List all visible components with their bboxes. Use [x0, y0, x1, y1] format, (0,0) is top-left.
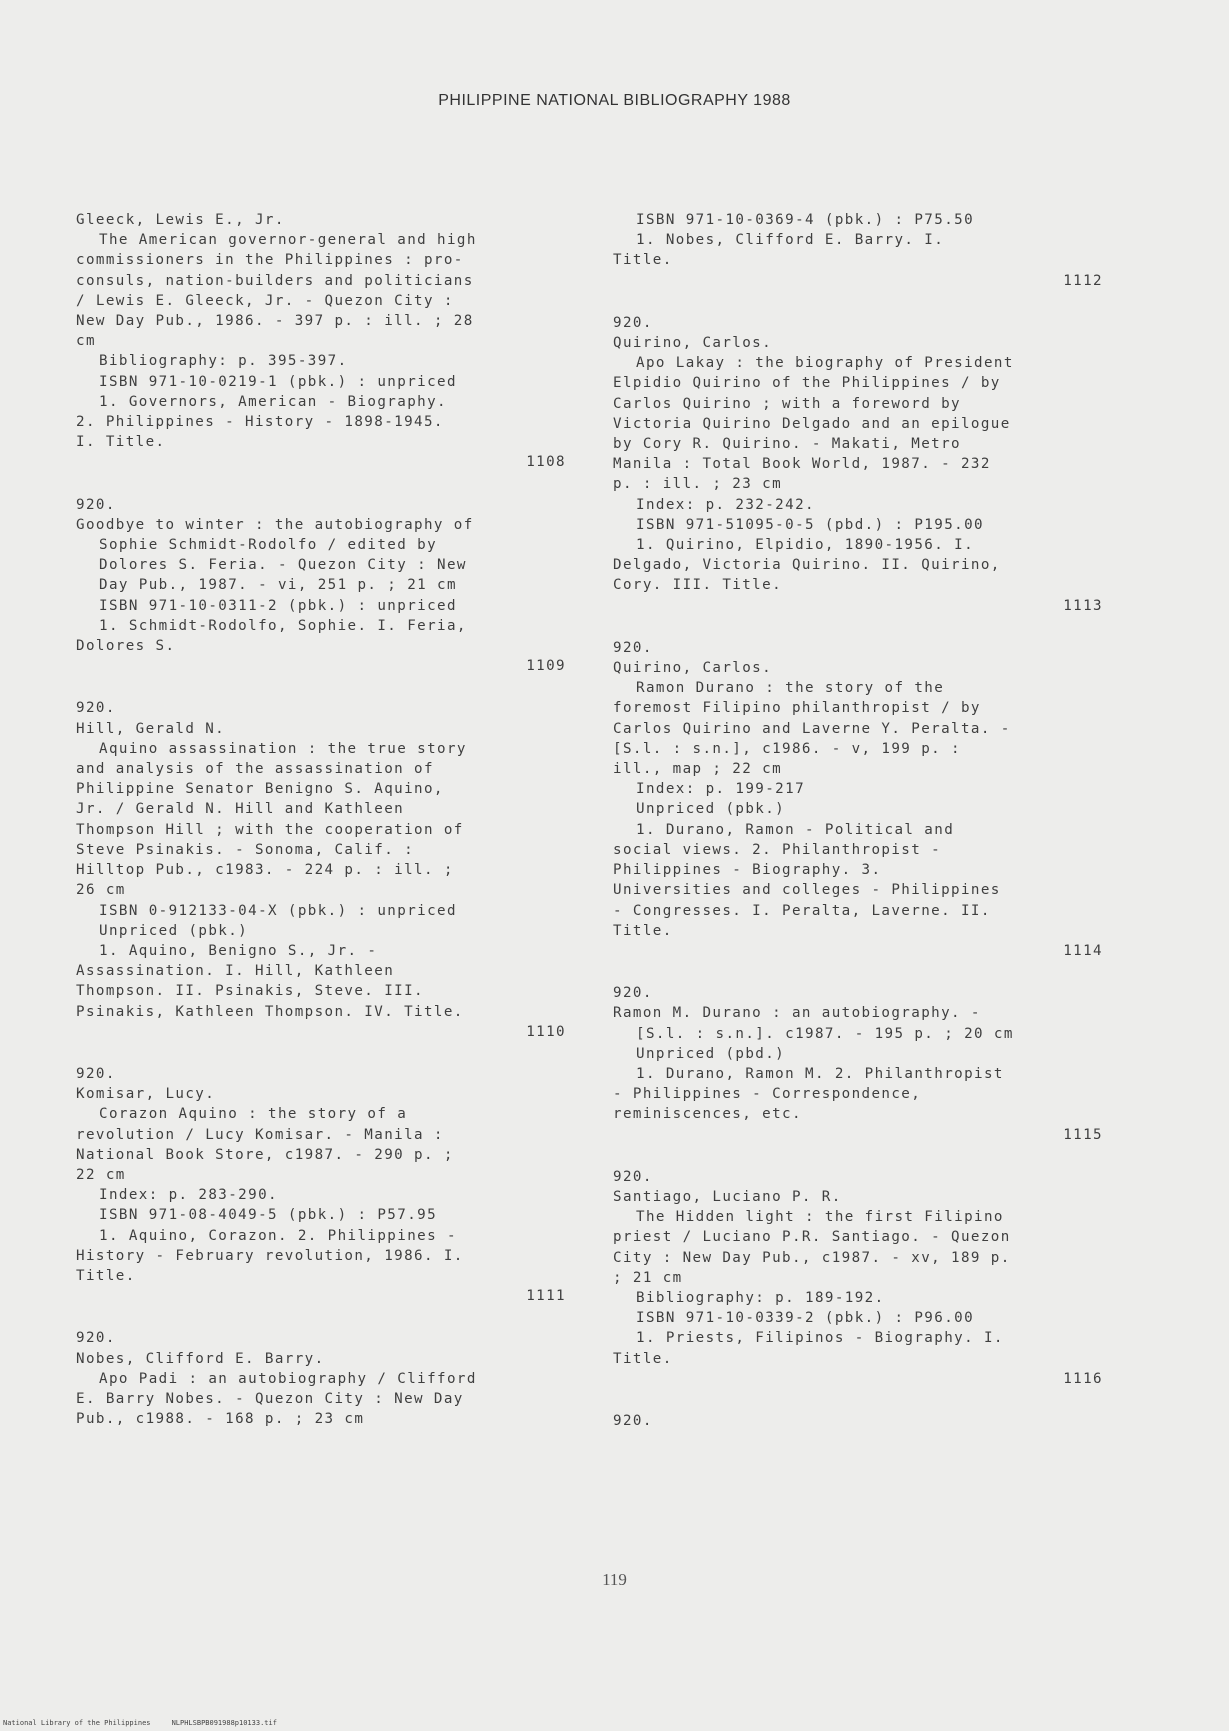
entry-line: Title. [613, 252, 673, 269]
bibliography-entry [613, 313, 1103, 616]
entry-line: ISBN 971-10-0219-1 (pbk.) : unpriced [99, 373, 457, 390]
entry-line: Hill, Gerald N. [76, 720, 226, 737]
entry-line: social views. 2. Philanthropist - [613, 841, 942, 858]
entry-line: Quirino, Carlos. [613, 335, 773, 352]
entry-line: Unpriced (pbk.) [636, 801, 786, 818]
entry-line: Jr. / Gerald N. Hill and Kathleen [76, 801, 405, 818]
entry-line: I. Title. [76, 434, 166, 451]
entry-line: 1. Nobes, Clifford E. Barry. I. [636, 232, 945, 249]
entry-line: 1. Quirino, Elpidio, 1890-1956. I. [636, 537, 975, 554]
bibliography-entry [76, 698, 566, 1041]
bibliography-entry [76, 495, 566, 677]
entry-line: Ramon Durano : the story of the [636, 680, 945, 697]
entry-line: Pub., c1988. - 168 p. ; 23 cm [76, 1411, 365, 1428]
page-header: PHILIPPINE NATIONAL BIBLIOGRAPHY 1988 [438, 92, 791, 109]
entry-line: ISBN 971-10-0369-4 (pbk.) : P75.50 [636, 212, 975, 228]
entry-line: commissioners in the Philippines : pro- [76, 252, 464, 269]
entry-line: Title. [613, 1350, 673, 1367]
entry-line: Hilltop Pub., c1983. - 224 p. : ill. ; [76, 862, 454, 879]
entry-number: 1114 [1063, 942, 1103, 959]
entry-line: ISBN 971-08-4049-5 (pbk.) : P57.95 [99, 1207, 438, 1224]
entry-line: Thompson Hill ; with the cooperation of [76, 821, 464, 838]
entry-line: New Day Pub., 1986. - 397 p. : ill. ; 28 [76, 313, 474, 330]
entry-line: Komisar, Lucy. [76, 1086, 216, 1103]
right-column [613, 210, 1103, 1453]
entry-line: 920. [76, 700, 116, 717]
entry-line: 1. Durano, Ramon M. 2. Philanthropist [636, 1065, 1004, 1082]
entry-line: ill., map ; 22 cm [613, 761, 783, 778]
entry-line: E. Barry Nobes. - Quezon City : New Day [76, 1390, 464, 1407]
entry-line: 920. [613, 1168, 653, 1185]
entry-line: Assassination. I. Hill, Kathleen [76, 963, 395, 980]
entry-line: 1. Aquino, Corazon. 2. Philippines - [99, 1227, 457, 1244]
entry-line: Psinakis, Kathleen Thompson. IV. Title. [76, 1003, 464, 1020]
entry-line: 920. [76, 1330, 116, 1347]
entry-number: 1109 [526, 658, 566, 675]
entry-line: Philippines - Biography. 3. [613, 862, 882, 879]
entry-line: 920. [76, 1065, 116, 1082]
entry-number: 1110 [526, 1023, 566, 1040]
entry-line: 22 cm [76, 1166, 126, 1183]
entry-line: [S.l. : s.n.], c1986. - v, 199 p. : [613, 740, 961, 757]
entry-line: 920. [613, 985, 653, 1002]
entry-line: Goodbye to winter : the autobiography of [76, 516, 474, 533]
entry-number: 1112 [1063, 272, 1103, 289]
entry-number: 1116 [1063, 1370, 1103, 1387]
entry-line: Thompson. II. Psinakis, Steve. III. [76, 983, 424, 1000]
bibliography-entry [613, 210, 1103, 291]
entry-line: Victoria Quirino Delgado and an epilogue [613, 415, 1011, 432]
entry-line: by Cory R. Quirino. - Makati, Metro [613, 436, 961, 453]
entry-number: 1111 [526, 1288, 566, 1305]
entry-line: History - February revolution, 1986. I. [76, 1247, 464, 1264]
entry-line: 1. Priests, Filipinos - Biography. I. [636, 1330, 1004, 1347]
entry-line: Title. [613, 922, 673, 939]
entry-line: - Philippines - Correspondence, [613, 1086, 922, 1103]
bibliography-entry [613, 1411, 1103, 1431]
entry-line: Sophie Schmidt-Rodolfo / edited by [99, 537, 438, 554]
entry-line: Quirino, Carlos. [613, 660, 773, 677]
entry-line: Ramon M. Durano : an autobiography. - [613, 1005, 981, 1022]
entry-line: The American governor-general and high [99, 232, 477, 249]
entry-line: 1. Governors, American - Biography. [99, 393, 447, 410]
entry-line: Santiago, Luciano P. R. [613, 1188, 842, 1205]
entry-line: 26 cm [76, 882, 126, 899]
entry-line: 920. [76, 496, 116, 513]
entry-line: The Hidden light : the first Filipino [636, 1209, 1004, 1226]
entry-line: Day Pub., 1987. - vi, 251 p. ; 21 cm [99, 577, 457, 594]
page-number: 119 [602, 1570, 627, 1589]
entry-line: priest / Luciano P.R. Santiago. - Quezon [613, 1229, 1011, 1246]
scan-stamp: National Library of the Philippines NLPHLSBPB091988p10133.tif [3, 1719, 277, 1727]
entry-line: Cory. III. Title. [613, 577, 783, 594]
entry-line: Nobes, Clifford E. Barry. [76, 1350, 325, 1367]
entry-line: Carlos Quirino and Laverne Y. Peralta. - [613, 720, 1011, 737]
bibliography-entry [76, 1328, 566, 1429]
entry-line: 920. [613, 639, 653, 656]
entry-line: Index: p. 232-242. [636, 496, 815, 513]
entry-line: Carlos Quirino ; with a foreword by [613, 395, 961, 412]
entry-line: and analysis of the assassination of [76, 761, 434, 778]
entry-line: Unpriced (pbk.) [99, 922, 249, 939]
entry-line: Bibliography: p. 189-192. [636, 1289, 885, 1306]
entry-line: National Book Store, c1987. - 290 p. ; [76, 1146, 454, 1163]
entry-line: Index: p. 283-290. [99, 1187, 278, 1204]
entry-line: Apo Padi : an autobiography / Clifford [99, 1370, 477, 1387]
entry-line: City : New Day Pub., c1987. - xv, 189 p. [613, 1249, 1011, 1266]
entry-line: consuls, nation-builders and politicians [76, 272, 474, 289]
entry-line: reminiscences, etc. [613, 1106, 802, 1123]
entry-line: foremost Filipino philanthropist / by [613, 700, 981, 717]
entry-number: 1115 [1063, 1126, 1103, 1143]
entry-line: ISBN 0-912133-04-X (pbk.) : unpriced [99, 902, 457, 919]
entry-line: ISBN 971-10-0339-2 (pbk.) : P96.00 [636, 1310, 975, 1327]
entry-line: Elpidio Quirino of the Philippines / by [613, 375, 1001, 392]
entry-line: Universities and colleges - Philippines [613, 882, 1001, 899]
entry-line: 1. Aquino, Benigno S., Jr. - [99, 942, 378, 959]
entry-line: ISBN 971-51095-0-5 (pbd.) : P195.00 [636, 516, 984, 533]
entry-line: cm [76, 333, 96, 350]
left-column [76, 210, 566, 1451]
bibliography-entry [613, 1167, 1103, 1389]
entry-line: 920. [613, 1412, 653, 1429]
bibliography-entry [76, 1064, 566, 1306]
entry-line: Delgado, Victoria Quirino. II. Quirino, [613, 557, 1001, 574]
entry-line: ISBN 971-10-0311-2 (pbk.) : unpriced [99, 597, 457, 614]
entry-line: p. : ill. ; 23 cm [613, 476, 783, 493]
entry-line: revolution / Lucy Komisar. - Manila : [76, 1126, 444, 1143]
entry-line: Dolores S. [76, 638, 176, 655]
entry-line: Corazon Aquino : the story of a [99, 1106, 408, 1123]
entry-line: ; 21 cm [613, 1269, 683, 1286]
entry-line: Index: p. 199-217 [636, 781, 806, 798]
entry-line: Aquino assassination : the true story [99, 740, 467, 757]
entry-line: Title. [76, 1267, 136, 1284]
entry-line: 2. Philippines - History - 1898-1945. [76, 414, 444, 431]
entry-line: Manila : Total Book World, 1987. - 232 [613, 456, 991, 473]
entry-line: Dolores S. Feria. - Quezon City : New [99, 557, 467, 574]
entry-line: Philippine Senator Benigno S. Aquino, [76, 781, 444, 798]
bibliography-entry [613, 983, 1103, 1145]
entry-line: Steve Psinakis. - Sonoma, Calif. : [76, 841, 415, 858]
entry-line: 1. Durano, Ramon - Political and [636, 821, 955, 838]
entry-line: Bibliography: p. 395-397. [99, 353, 348, 370]
entry-line: Gleeck, Lewis E., Jr. [76, 212, 285, 228]
entry-line: Apo Lakay : the biography of President [636, 355, 1014, 372]
entry-number: 1108 [526, 454, 566, 471]
bibliography-entry [76, 210, 566, 473]
entry-number: 1113 [1063, 597, 1103, 614]
bibliography-entry [613, 638, 1103, 961]
entry-line: / Lewis E. Gleeck, Jr. - Quezon City : [76, 292, 454, 309]
entry-line: - Congresses. I. Peralta, Laverne. II. [613, 902, 991, 919]
entry-line: [S.l. : s.n.]. c1987. - 195 p. ; 20 cm [636, 1025, 1014, 1042]
entry-line: 920. [613, 314, 653, 331]
entry-line: 1. Schmidt-Rodolfo, Sophie. I. Feria, [99, 617, 467, 634]
entry-line: Unpriced (pbd.) [636, 1045, 786, 1062]
